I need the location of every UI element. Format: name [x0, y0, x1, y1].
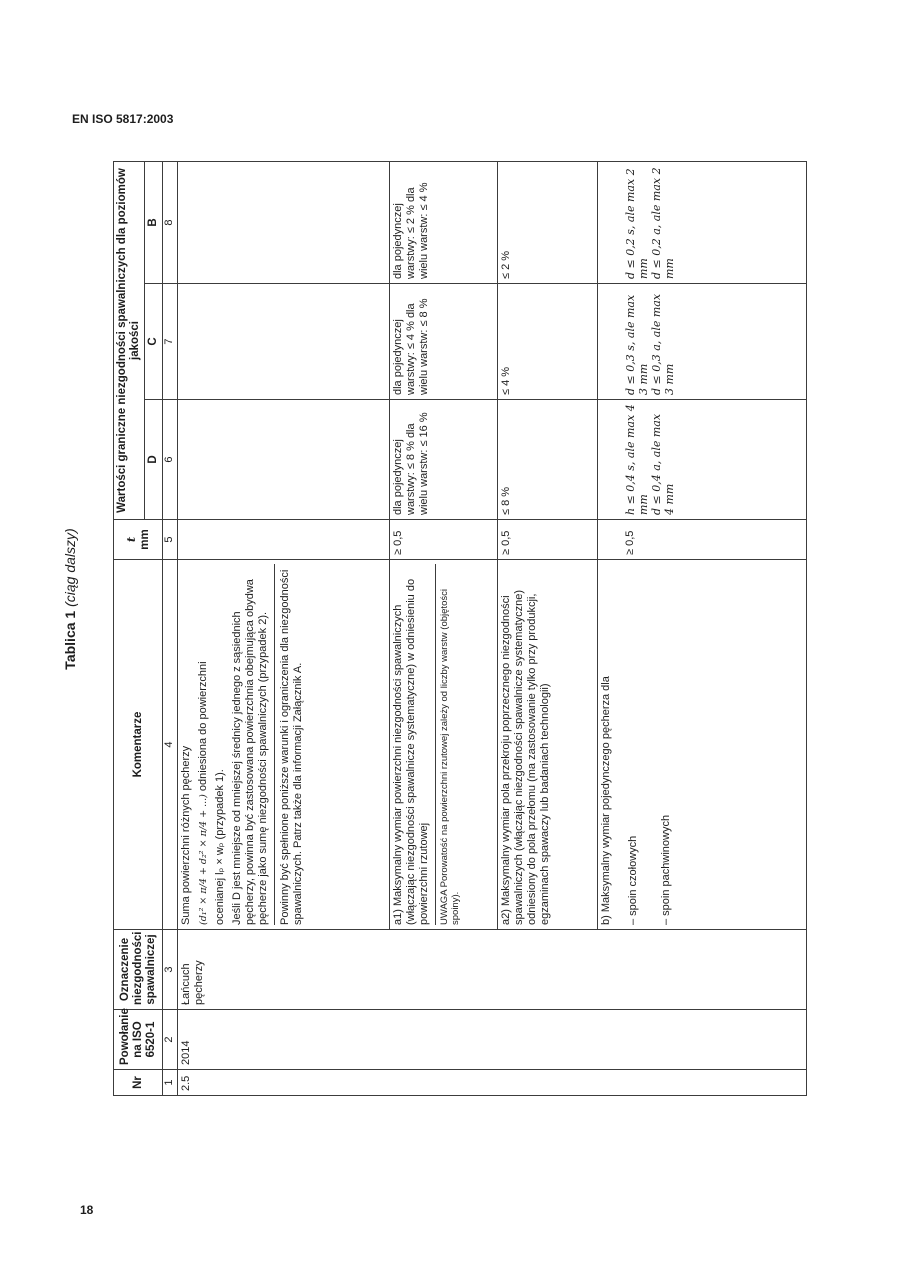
a1-b: dla pojedynczej warstwy: ≤ 2 % dla wielu warstw: ≤ 4 % [390, 161, 498, 283]
level-d-header: D [145, 400, 163, 520]
b-c-fillet: d ≤ 0,3 a, ale max 3 mm [650, 293, 676, 395]
a1-d: dla pojedynczej warstwy: ≤ 8 % dla wielu warstw: ≤ 16 % [390, 400, 498, 520]
intro-c [178, 284, 390, 400]
row-nr: 2.5 [178, 1070, 807, 1096]
table-title-suffix: (ciąg dalszy) [62, 528, 78, 607]
b-t-value: ≥ 0,5 [624, 530, 636, 555]
col-number: 2 [163, 1010, 178, 1070]
b-c-butt: d ≤ 0,3 s, ale max 3 mm [624, 294, 650, 395]
col-comments-header: Komentarze [114, 560, 163, 930]
b-d-fillet: d ≤ 0,4 a, ale max 4 mm [650, 413, 676, 515]
b-comment [598, 560, 807, 930]
area-formula: (d₁² × π/4 + d₂² × π/4 + ...) [198, 794, 209, 925]
col-number: 1 [163, 1070, 178, 1096]
conditions-text: Powinny być spełnione poniższe warunki i ograniczenia dla niezgodności spawalniczych. Patrz także dla informacji Załącznik A. [274, 564, 305, 925]
intro-comment [178, 560, 390, 930]
uwaga-note: UWAGA Porowatość na powierzchni rzutowej zależy od liczby warstw (objętości spoiny). [435, 564, 461, 925]
table-title-main: Tablica 1 [62, 610, 78, 670]
a1-text: a1) Maksymalny wymiar powierzchni niezgodności spawalniczych (włączając niezgodności spawalnicze systematyczne) w odniesieniu do powierzchni rzutowej [392, 578, 430, 925]
formula-tail: odniesiona do powierzchni [197, 661, 209, 792]
b-butt-text: – spoin czołowych [627, 835, 639, 925]
column-number-row [163, 161, 178, 1095]
a2-d: ≤ 8 % [498, 400, 598, 520]
row-name: Łańcuch pęcherzy [178, 930, 807, 1010]
table-title [62, 419, 78, 779]
b-d-butt: h ≤ 0,4 s, ale max 4 mm [624, 404, 650, 515]
a2-comment: a2) Maksymalny wymiar pola przekroju poprzecznego niezgodności spawalniczych (włączając niezgodności spawalnicze systematyczne) odniesiony do pola przełomu (ma zastosowanie tylko przy produkcji, egzaminach spawaczy lub badaniach technologii) [498, 560, 598, 930]
a1-comment [390, 560, 498, 930]
case2-text: Jeśli D jest mniejsze od mniejszej średnicy jednego z sąsiednich pęcherzy, powinna być zastosowana powierzchnia obejmująca obydwa pęcherze jako sumę niezgodności spawalniczych (przypadek 2). [231, 579, 269, 925]
header-row [114, 161, 145, 1095]
b-fillet-text: – spoin pachwinowych [660, 814, 672, 925]
b-b [598, 161, 807, 283]
evaluated-area-text: ocenianej lₚ × wₚ (przypadek 1). [214, 769, 226, 925]
formula-line [197, 564, 210, 925]
a1-c: dla pojedynczej warstwy: ≤ 4 % dla wielu warstw: ≤ 8 % [390, 284, 498, 400]
page-number: 18 [80, 1203, 94, 1217]
col-ref-header: Powołanie na ISO 6520-1 [114, 1010, 163, 1070]
col-number: 5 [163, 520, 178, 560]
a2-b: ≤ 2 % [498, 161, 598, 283]
intro-b [178, 161, 390, 283]
col-number: 7 [163, 284, 178, 400]
b-d [598, 400, 807, 520]
col-name-header: Oznaczenie niezgodności spawalniczej [114, 930, 163, 1010]
col-number: 6 [163, 400, 178, 520]
intro-t [178, 520, 390, 560]
b-t [598, 520, 807, 560]
b-b-butt: d ≤ 0,2 s, ale max 2 mm [624, 168, 650, 279]
row-ref: 2014 [178, 1010, 807, 1070]
col-t-unit: mm [138, 529, 151, 550]
rotated-table-container [113, 162, 807, 1096]
a2-t: ≥ 0,5 [498, 520, 598, 560]
imperfection-table [113, 161, 807, 1096]
col-number: 8 [163, 161, 178, 283]
col-limits-header: Wartości graniczne niezgodności spawalniczych dla poziomów jakości [114, 161, 145, 519]
a2-c: ≤ 4 % [498, 284, 598, 400]
level-c-header: C [145, 284, 163, 400]
col-t-header [114, 520, 163, 560]
b-c [598, 284, 807, 400]
level-b-header: B [145, 161, 163, 283]
intro-d [178, 400, 390, 520]
b-b-fillet: d ≤ 0,2 a, ale max 2 mm [650, 167, 676, 279]
intro-text: Suma powierzchni różnych pęcherzy [180, 745, 192, 925]
col-nr-header: Nr [114, 1070, 163, 1096]
table-row-intro [178, 161, 390, 1095]
col-t-symbol: t [123, 536, 138, 543]
b-text: b) Maksymalny wymiar pojedynczego pęcherza dla [600, 676, 612, 925]
a1-t: ≥ 0,5 [390, 520, 498, 560]
col-number: 3 [163, 930, 178, 1010]
standard-header: EN ISO 5817:2003 [72, 112, 174, 126]
col-number: 4 [163, 560, 178, 930]
